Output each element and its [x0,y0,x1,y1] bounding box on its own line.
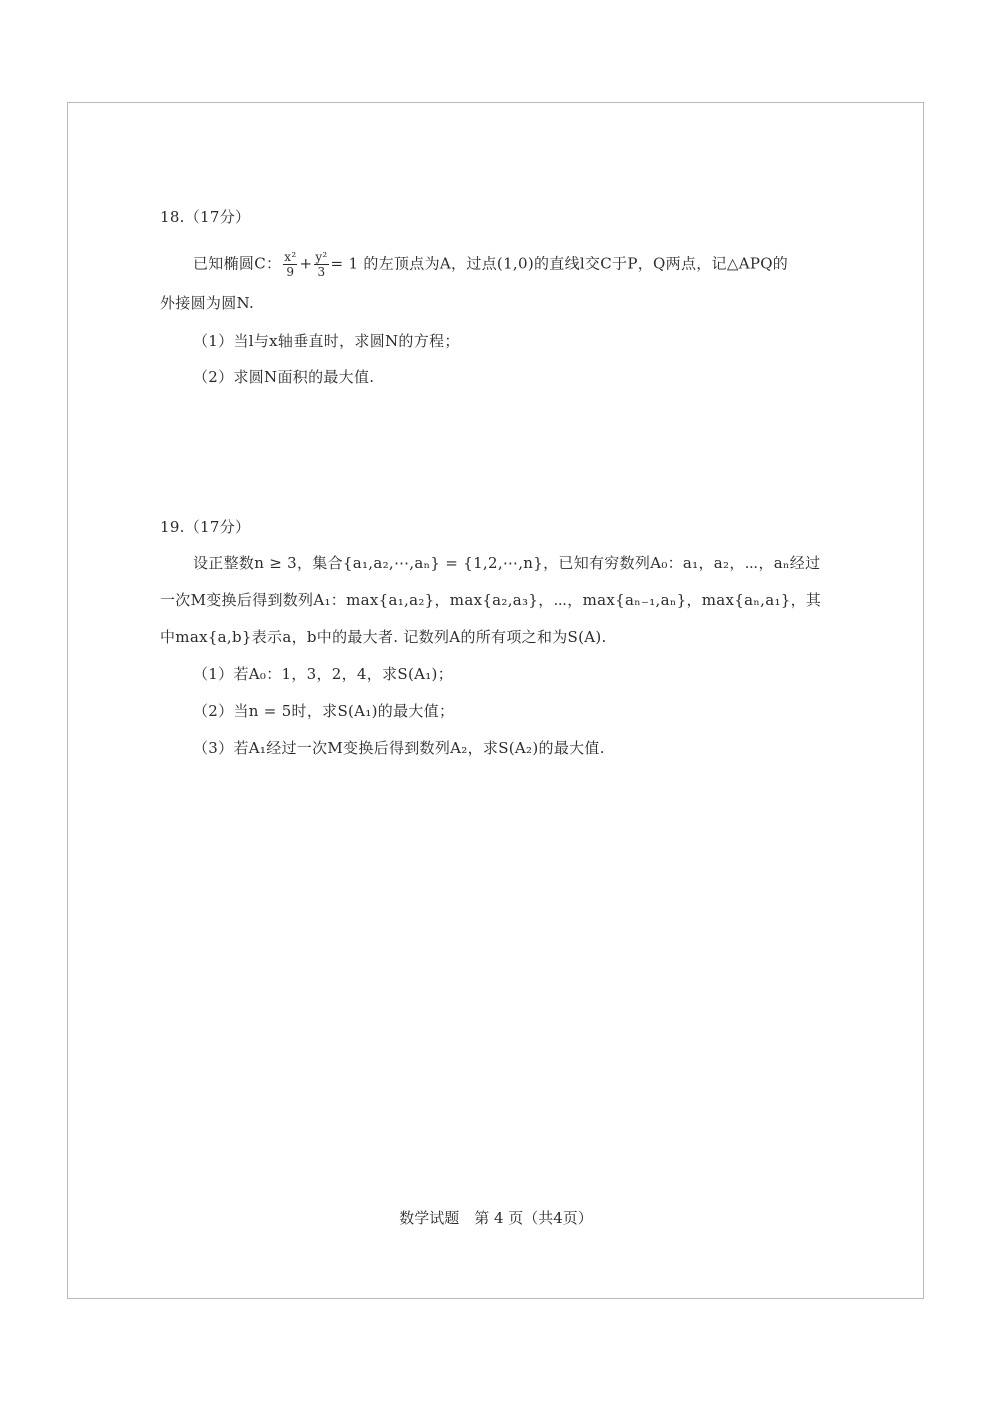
q18-statement-line2: 外接圆为圆N. [160,294,255,312]
fraction-y2-over-3 [314,250,328,279]
plus-sign: + [299,254,313,273]
q19-part2: （2）当n = 5时，求S(A₁)的最大值； [193,702,455,720]
q18-statement-line1 [193,250,788,279]
page-footer: 数学试题 第 4 页（共4页） [399,1209,593,1227]
fraction-x2-over-9 [283,250,297,279]
q18-line1-suffix: = 1 的左顶点为A，过点(1,0)的直线l交C于P，Q两点，记△APQ的 [330,254,789,273]
q18-part1: （1）当l与x轴垂直时，求圆N的方程； [193,332,460,350]
q18-part2: （2）求圆N面积的最大值. [193,368,375,386]
q18-line1-prefix: 已知椭圆C： [193,254,282,273]
q19-statement-line1: 设正整数n ≥ 3，集合{a₁,a₂,⋯,aₙ} = {1,2,⋯,n}，已知有穷数列A₀：a₁，a₂，⋯，aₙ经过 [193,554,821,572]
q19-part1: （1）若A₀：1，3，2，4，求S(A₁)； [193,665,453,683]
q19-statement-line3: 中max{a,b}表示a，b中的最大者. 记数列A的所有项之和为S(A). [160,628,607,646]
frac1-numerator: x² [284,250,297,264]
q19-part3: （3）若A₁经过一次M变换后得到数列A₂，求S(A₂)的最大值. [193,739,605,757]
frac2-numerator: y² [315,250,328,264]
q18-header: 18.（17分） [160,208,251,226]
q19-header: 19.（17分） [160,518,251,536]
frac1-denominator: 9 [286,265,295,279]
frac2-denominator: 3 [317,265,326,279]
q19-statement-line2: 一次M变换后得到数列A₁：max{a₁,a₂}，max{a₂,a₃}，⋯，max{aₙ₋₁,aₙ}，max{aₙ,a₁}，其 [160,591,822,609]
